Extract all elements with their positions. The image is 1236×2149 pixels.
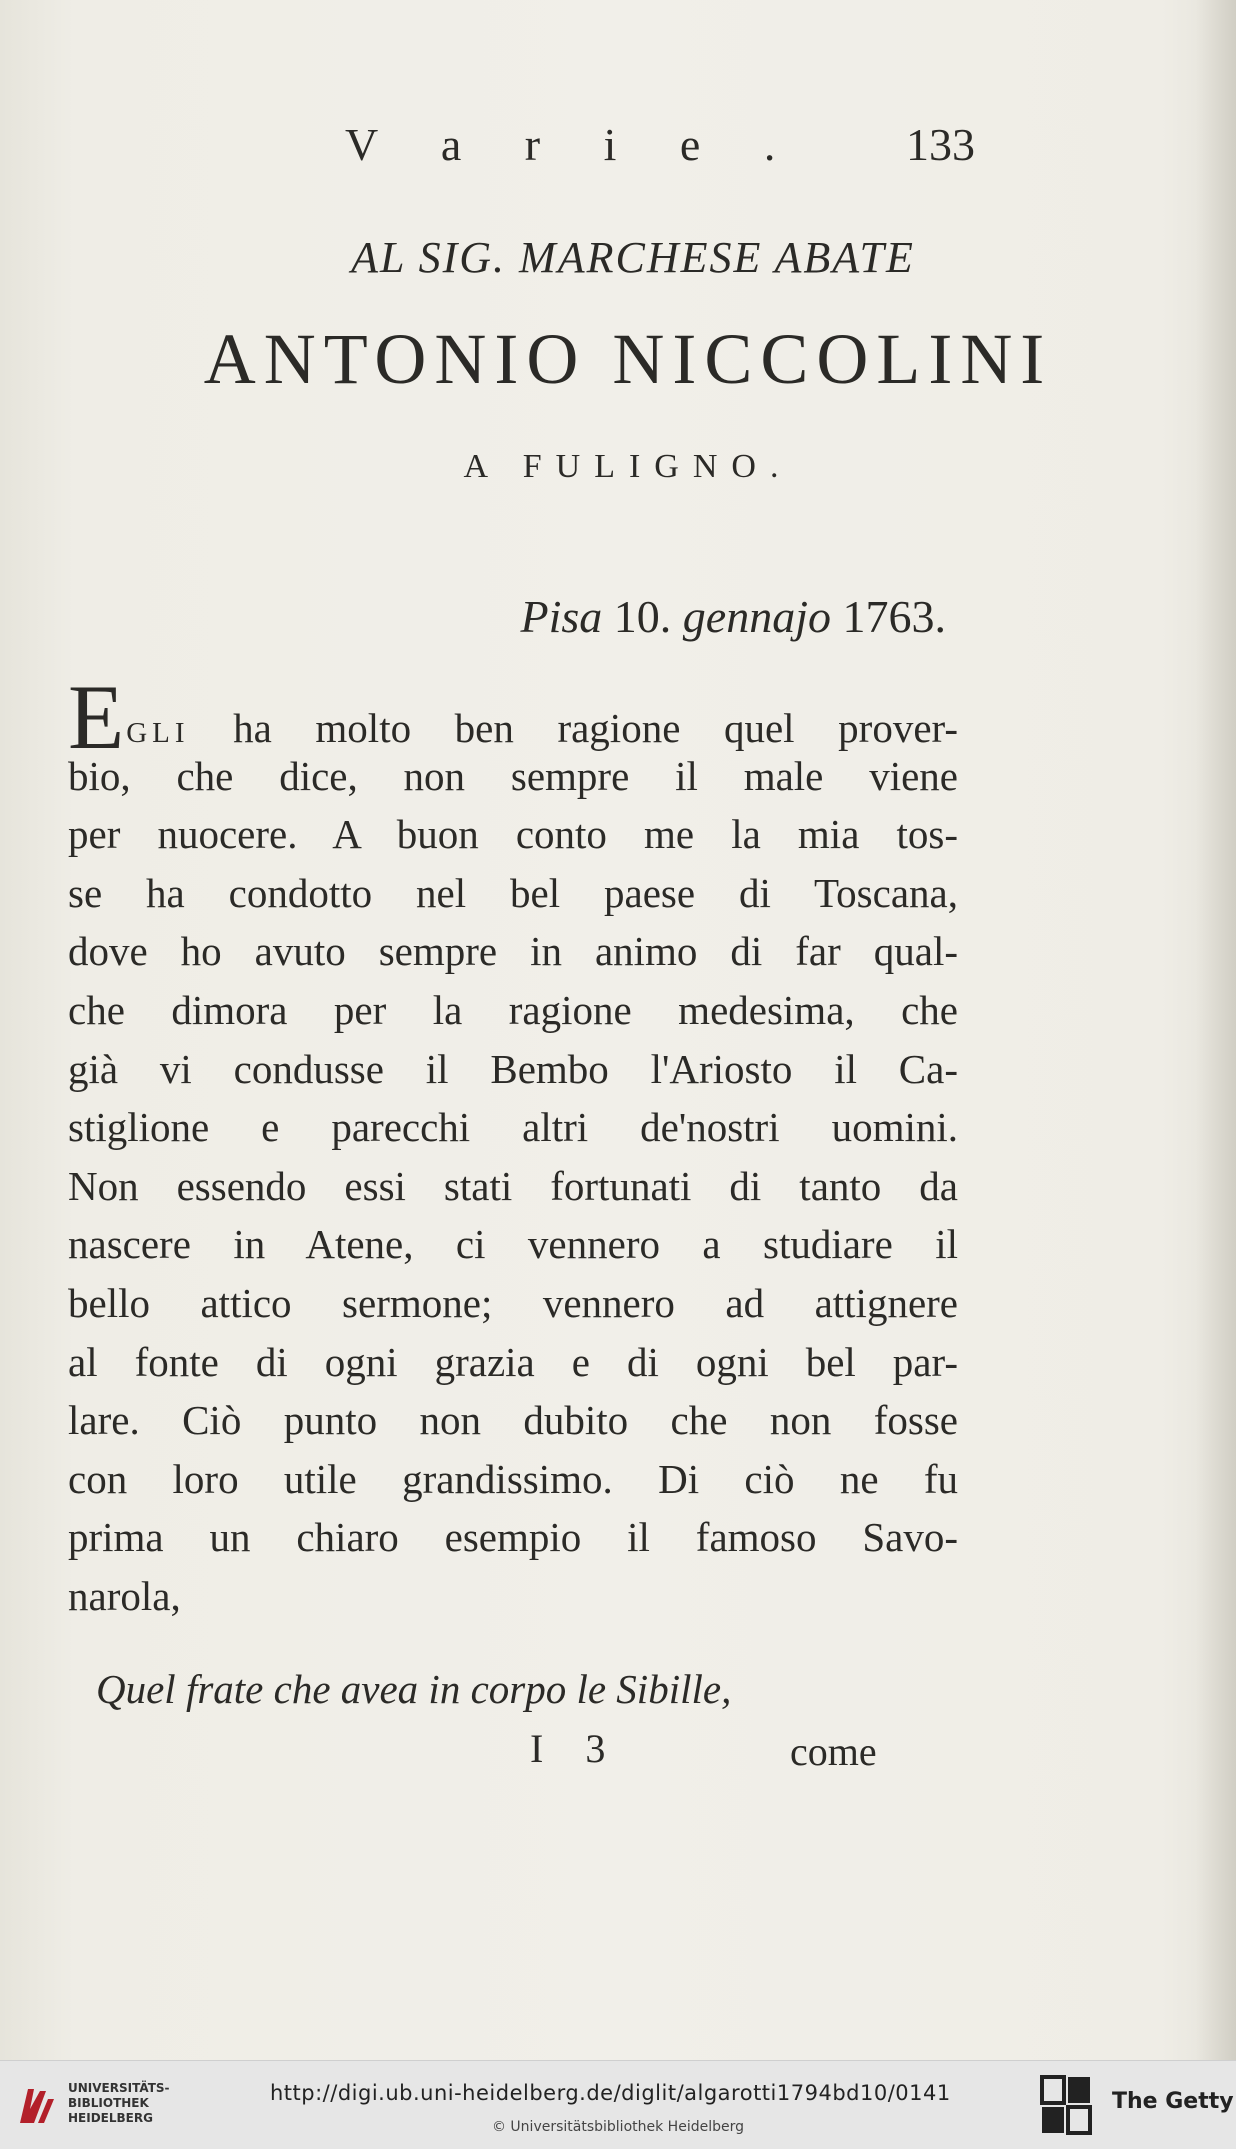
body-line: bello attico sermone; vennero ad attignere [68, 1279, 958, 1326]
permalink-url[interactable]: http://digi.ub.uni-heidelberg.de/diglit/algarotti1794bd10/0141 [270, 2081, 951, 2105]
library-name-line: HEIDELBERG [68, 2111, 153, 2125]
body-line: che dimora per la ragione medesima, che [68, 986, 958, 1033]
catchword: come [790, 1729, 877, 1774]
body-line: bio, che dice, non sempre il male viene [68, 752, 958, 799]
page-number: 133 [906, 119, 975, 170]
body-line: stiglione e parecchi altri de'nostri uomini. [68, 1104, 958, 1151]
body-line: dove ho avuto sempre in animo di far qual- [68, 928, 958, 975]
viewer-footer [0, 2060, 1236, 2149]
getty-logo-icon [1040, 2075, 1092, 2135]
partner-name: The Getty [1112, 2089, 1234, 2114]
body-line: con loro utile grandissimo. Di ciò ne fu [68, 1455, 958, 1502]
body-line: al fonte di ogni grazia e di ogni bel par- [68, 1338, 958, 1385]
body-line: nascere in Atene, ci vennero a studiare il [68, 1221, 958, 1268]
body-line: se ha condotto nel bel paese di Toscana, [68, 869, 958, 916]
running-head [345, 118, 975, 178]
body-line-first [68, 666, 959, 768]
library-name-line: BIBLIOTHEK [68, 2096, 149, 2110]
body-line: per nuocere. A buon conto me la mia tos- [68, 811, 958, 858]
signature-mark: I 3 [530, 1726, 622, 1771]
letter-addressee: AL SIG. MARCHESE ABATE [351, 233, 915, 282]
dateline-day: 10. [613, 591, 672, 642]
copyright-notice: © Universitätsbibliothek Heidelberg [491, 2119, 744, 2135]
body-line: narola, [68, 1572, 181, 1619]
dateline-month: gennajo [682, 591, 831, 642]
dateline-year: 1763. [842, 591, 946, 642]
letter-recipient-name: ANTONIO NICCOLINI [203, 319, 1053, 399]
page-gutter-shadow [1195, 0, 1236, 2060]
body-line: prima un chiaro esempio il famoso Savo- [68, 1514, 958, 1561]
verse-quotation: Quel frate che avea in corpo le Sibille, [96, 1666, 732, 1712]
drop-cap: E [68, 666, 125, 768]
letter-dateline [521, 590, 946, 643]
letter-recipient-place: A FULIGNO. [463, 448, 793, 485]
library-name-line: UNIVERSITÄTS- [68, 2081, 170, 2095]
letter-body [68, 666, 959, 1626]
body-line: Non essendo essi stati fortunati di tanto da [68, 1162, 958, 1209]
body-line: lare. Ciò punto non dubito che non fosse [68, 1397, 958, 1444]
body-line: già vi condusse il Bembo l'Ariosto il Ca- [68, 1045, 958, 1092]
dateline-place: Pisa [520, 591, 603, 642]
running-title: V a r i e . [345, 119, 802, 170]
opening-smallcaps: GLI [126, 717, 190, 749]
opening-line-rest: ha molto ben ragione quel prover- [233, 705, 959, 751]
